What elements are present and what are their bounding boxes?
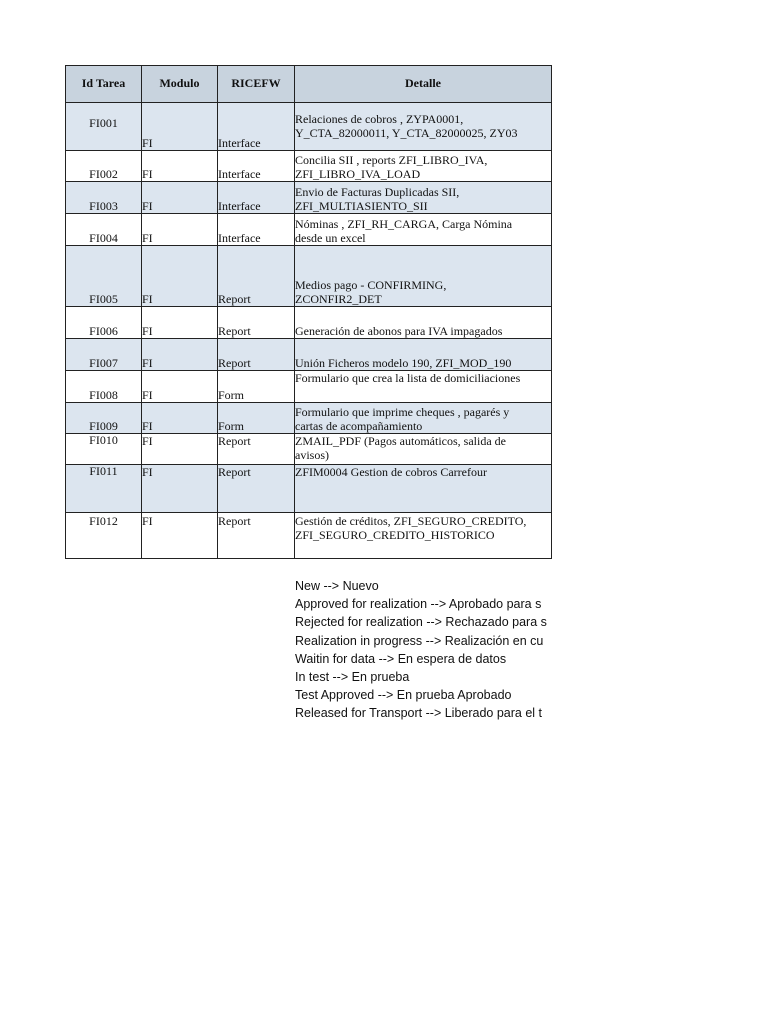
legend-item: In test --> En prueba: [295, 669, 410, 684]
cell-ricefw: Interface: [218, 151, 295, 182]
cell-detalle: [295, 434, 552, 465]
table-row: [66, 339, 552, 371]
cell-detalle: [295, 339, 552, 371]
table-row: [66, 403, 552, 434]
detalle-line: Nóminas , ZFI_RH_CARGA, Carga Nómina: [295, 218, 513, 231]
cell-detalle: [295, 371, 552, 403]
table-row: [66, 182, 552, 214]
cell-id: FI010: [66, 434, 142, 465]
cell-modulo: FI: [142, 103, 218, 151]
table-row: [66, 103, 552, 151]
cell-ricefw: Report: [218, 513, 295, 559]
table-row: [66, 465, 552, 513]
cell-ricefw: Report: [218, 465, 295, 513]
legend-item: Test Approved --> En prueba Aprobado: [295, 688, 512, 703]
cell-modulo: FI: [142, 246, 218, 307]
cell-id: FI005: [66, 246, 142, 307]
cell-id: FI012: [66, 513, 142, 559]
cell-modulo: FI: [142, 307, 218, 339]
cell-detalle: [295, 246, 552, 307]
header-modulo: Modulo: [142, 66, 218, 103]
detalle-line: ZMAIL_PDF (Pagos automáticos, salida de: [295, 435, 506, 448]
cell-id: FI003: [66, 182, 142, 214]
cell-modulo: FI: [142, 182, 218, 214]
table-row: [66, 246, 552, 307]
detalle-line: cartas de acompañamiento: [295, 419, 423, 433]
detalle-line: avisos): [295, 448, 329, 462]
cell-ricefw: Report: [218, 339, 295, 371]
cell-detalle: [295, 513, 552, 559]
cell-modulo: FI: [142, 434, 218, 465]
detalle-line: ZFI_MULTIASIENTO_SII: [295, 199, 428, 213]
cell-ricefw: Form: [218, 403, 295, 434]
cell-ricefw: Report: [218, 307, 295, 339]
legend-item: Approved for realization --> Aprobado para s: [295, 597, 542, 612]
cell-ricefw: Interface: [218, 103, 295, 151]
legend-item: Rejected for realization --> Rechazado para s: [295, 615, 547, 630]
cell-id: FI009: [66, 403, 142, 434]
cell-ricefw: Interface: [218, 214, 295, 246]
table-row: [66, 513, 552, 559]
cell-id: FI007: [66, 339, 142, 371]
detalle-line: ZFI_SEGURO_CREDITO_HISTORICO: [295, 528, 495, 542]
cell-ricefw: Report: [218, 434, 295, 465]
cell-id: FI001: [66, 103, 142, 151]
cell-ricefw: Interface: [218, 182, 295, 214]
detalle-line: Formulario que imprime cheques , pagarés y: [295, 406, 510, 419]
detalle-line: Formulario que crea la lista de domiciliaciones: [295, 372, 521, 385]
cell-modulo: FI: [142, 339, 218, 371]
cell-modulo: FI: [142, 214, 218, 246]
detalle-line: Y_CTA_82000011, Y_CTA_82000025, ZY03: [295, 126, 518, 140]
cell-detalle: [295, 103, 552, 151]
cell-detalle: [295, 307, 552, 339]
cell-modulo: FI: [142, 513, 218, 559]
cell-detalle: [295, 182, 552, 214]
detalle-line: ZCONFIR2_DET: [295, 292, 382, 306]
table-row: [66, 434, 552, 465]
cell-detalle: [295, 403, 552, 434]
cell-modulo: FI: [142, 465, 218, 513]
detalle-line: Envio de Facturas Duplicadas SII,: [295, 186, 460, 199]
cell-detalle: [295, 151, 552, 182]
detalle-line: desde un excel: [295, 231, 366, 245]
legend-item: Released for Transport --> Liberado para el t: [295, 706, 543, 721]
legend-item: Realization in progress --> Realización en cu: [295, 633, 544, 648]
cell-ricefw: Report: [218, 246, 295, 307]
table-row: [66, 371, 552, 403]
cell-detalle: [295, 214, 552, 246]
cell-ricefw: Form: [218, 371, 295, 403]
cell-id: FI008: [66, 371, 142, 403]
cell-modulo: FI: [142, 371, 218, 403]
cell-modulo: FI: [142, 151, 218, 182]
cell-id: FI011: [66, 465, 142, 513]
header-detalle: Detalle: [295, 66, 552, 103]
cell-id: FI004: [66, 214, 142, 246]
table-row: [66, 214, 552, 246]
detalle-line: Concilia SII , reports ZFI_LIBRO_IVA,: [295, 154, 488, 167]
detalle-line: Gestión de créditos, ZFI_SEGURO_CREDITO,: [295, 515, 527, 528]
detalle-line: Relaciones de cobros , ZYPA0001,: [295, 113, 464, 126]
cell-id: FI002: [66, 151, 142, 182]
detalle-line: Generación de abonos para IVA impagados: [295, 324, 503, 338]
cell-id: FI006: [66, 307, 142, 339]
status-legend: [295, 577, 551, 723]
cell-detalle: [295, 465, 552, 513]
table-header-row: [66, 66, 552, 103]
task-table: [65, 65, 552, 559]
header-ricefw: RICEFW: [218, 66, 295, 103]
header-id-tarea: Id Tarea: [66, 66, 142, 103]
legend-item: Waitin for data --> En espera de datos: [295, 651, 507, 666]
detalle-line: Unión Ficheros modelo 190, ZFI_MOD_190: [295, 356, 512, 370]
table-row: [66, 151, 552, 182]
detalle-line: ZFI_LIBRO_IVA_LOAD: [295, 167, 421, 181]
detalle-line: ZFIM0004 Gestion de cobros Carrefour: [295, 466, 487, 479]
detalle-line: Medios pago - CONFIRMING,: [295, 279, 447, 292]
legend-item: New --> Nuevo: [295, 579, 379, 593]
table-row: [66, 307, 552, 339]
cell-modulo: FI: [142, 403, 218, 434]
